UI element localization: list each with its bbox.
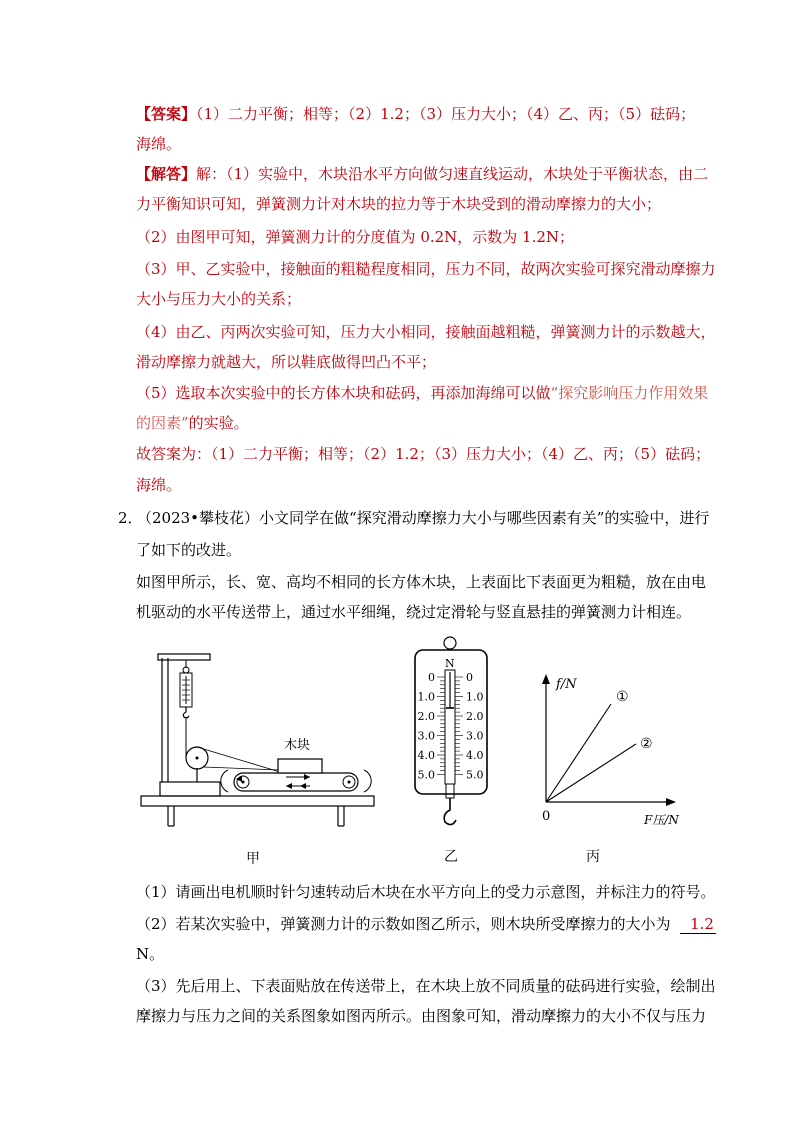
scale-right-label: 0 [466, 671, 473, 684]
question-line-4: 机驱动的水平传送带上，通过水平细绳，绕过定滑轮与竖直悬挂的弹簧测力计相连。 [136, 603, 692, 621]
analysis-line-p5a [136, 383, 708, 403]
sub-question-2-answer: 1.2 [680, 915, 716, 934]
question-line-1: （2023•攀枝花）小文同学在做“探究滑动摩擦力大小与哪些因素有关”的实验中，进行 [137, 509, 710, 527]
analysis-p5b-quote: 的因素” [136, 414, 189, 432]
analysis-p5b-rest: 的实验。 [188, 414, 249, 432]
question-line-3: 如图甲所示，长、宽、高均不相同的长方体木块，上表面比下表面更为粗糙，放在由电 [136, 573, 707, 591]
analysis-p1a: 解：（1）实验中，木块沿水平方向做匀速直线运动，木块处于平衡状态，由二 [196, 165, 709, 183]
sub-question-3b: 摩擦力与压力之间的关系图象如图丙所示。由图象可知，滑动摩擦力的大小不仅与压力 [136, 1007, 707, 1025]
figure-jia [138, 640, 378, 830]
scale-right-label: 4.0 [466, 749, 484, 762]
answer-line-2: 海绵。 [136, 135, 182, 153]
analysis-p2: （2）由图甲可知，弹簧测力计的分度值为 0.2N，示数为 1.2N； [136, 228, 575, 246]
analysis-p5a: （5）选取本次实验中的长方体木块和砝码，再添加海绵可以做 [136, 384, 551, 402]
question-line-2: 了如下的改进。 [136, 541, 242, 559]
sub-question-3a: （3）先后用上、下表面贴放在传送带上，在木块上放不同质量的砝码进行实验，绘制出 [136, 977, 716, 995]
line-1 [546, 704, 611, 802]
analysis-p4a: （4）由乙、丙两次实验可知，压力大小相同，接触面越粗糙，弹簧测力计的示数越大， [136, 323, 716, 341]
figure-bing-label: 丙 [586, 849, 600, 865]
analysis-tag: 【解答】 [136, 165, 197, 183]
figure-bing [536, 666, 684, 828]
answer-line-1 [136, 104, 695, 124]
answer-text: （1）二力平衡；相等；（2）1.2；（3）压力大小；（4）乙、丙；（5）砝码； [196, 105, 696, 123]
analysis-p3a: （3）甲、乙实验中，接触面的粗糙程度相同，压力不同，故两次实验可探究滑动摩擦力 [136, 260, 716, 278]
scale-left-label: 1.0 [417, 690, 435, 704]
scale-right-label: 1.0 [466, 690, 484, 704]
analysis-line-p5b [136, 413, 249, 433]
scale-left-label: 3.0 [417, 729, 435, 743]
graph-origin: 0 [542, 809, 551, 824]
question-number: 2． [118, 509, 143, 527]
line-2-label: ② [640, 736, 653, 752]
analysis-line-1 [136, 164, 708, 184]
line-1-label: ① [616, 689, 629, 705]
line-2 [546, 744, 636, 802]
analysis-p5a-quote: “探究影响压力作用效果 [550, 384, 709, 402]
conveyor-belt [234, 773, 358, 791]
scale-left-label: 5.0 [417, 768, 435, 782]
analysis-final-2: 海绵。 [136, 476, 182, 494]
scale-right-label: 5.0 [466, 768, 484, 782]
wood-block [278, 759, 322, 773]
sub-question-2-text: （2）若某次实验中，弹簧测力计的示数如图乙所示，则木块所受摩擦力的大小为 [136, 915, 671, 933]
figure-yi [410, 634, 492, 834]
block-label: 木块 [284, 738, 311, 753]
analysis-p1b: 力平衡知识可知，弹簧测力计对木块的拉力等于木块受到的滑动摩擦力的大小； [136, 195, 662, 213]
answer-tag: 【答案】 [136, 105, 197, 123]
base-board [141, 796, 374, 806]
scale-top-label: N [445, 657, 455, 670]
sub-question-1: （1）请画出电机顺时针匀速转动后木块在水平方向上的受力示意图，并标注力的符号。 [136, 883, 716, 901]
analysis-p3b: 大小与压力大小的关系； [136, 290, 302, 308]
sub-question-2 [136, 914, 716, 934]
scale-right-labels [466, 671, 484, 782]
scale-left-label: 0 [428, 671, 435, 684]
analysis-final-1: 故答案为：（1）二力平衡；相等；（2）1.2；（3）压力大小；（4）乙、丙；（5）砝码； [136, 445, 711, 463]
figure-yi-label: 乙 [444, 849, 458, 865]
scale-right-label: 2.0 [466, 710, 484, 723]
sub-question-2-unit: N。 [136, 945, 165, 963]
graph-x-label: F压/N [644, 813, 679, 827]
figure-jia-label: 甲 [246, 851, 260, 867]
scale-left-labels [418, 671, 436, 782]
scale-left-label: 2.0 [417, 710, 435, 723]
analysis-p4b: 滑动摩擦力就越大，所以鞋底做得凹凸不平； [136, 353, 437, 371]
scale-right-label: 3.0 [466, 729, 484, 743]
scale-left-label: 4.0 [417, 749, 435, 762]
graph-y-label: f/N [556, 677, 577, 692]
